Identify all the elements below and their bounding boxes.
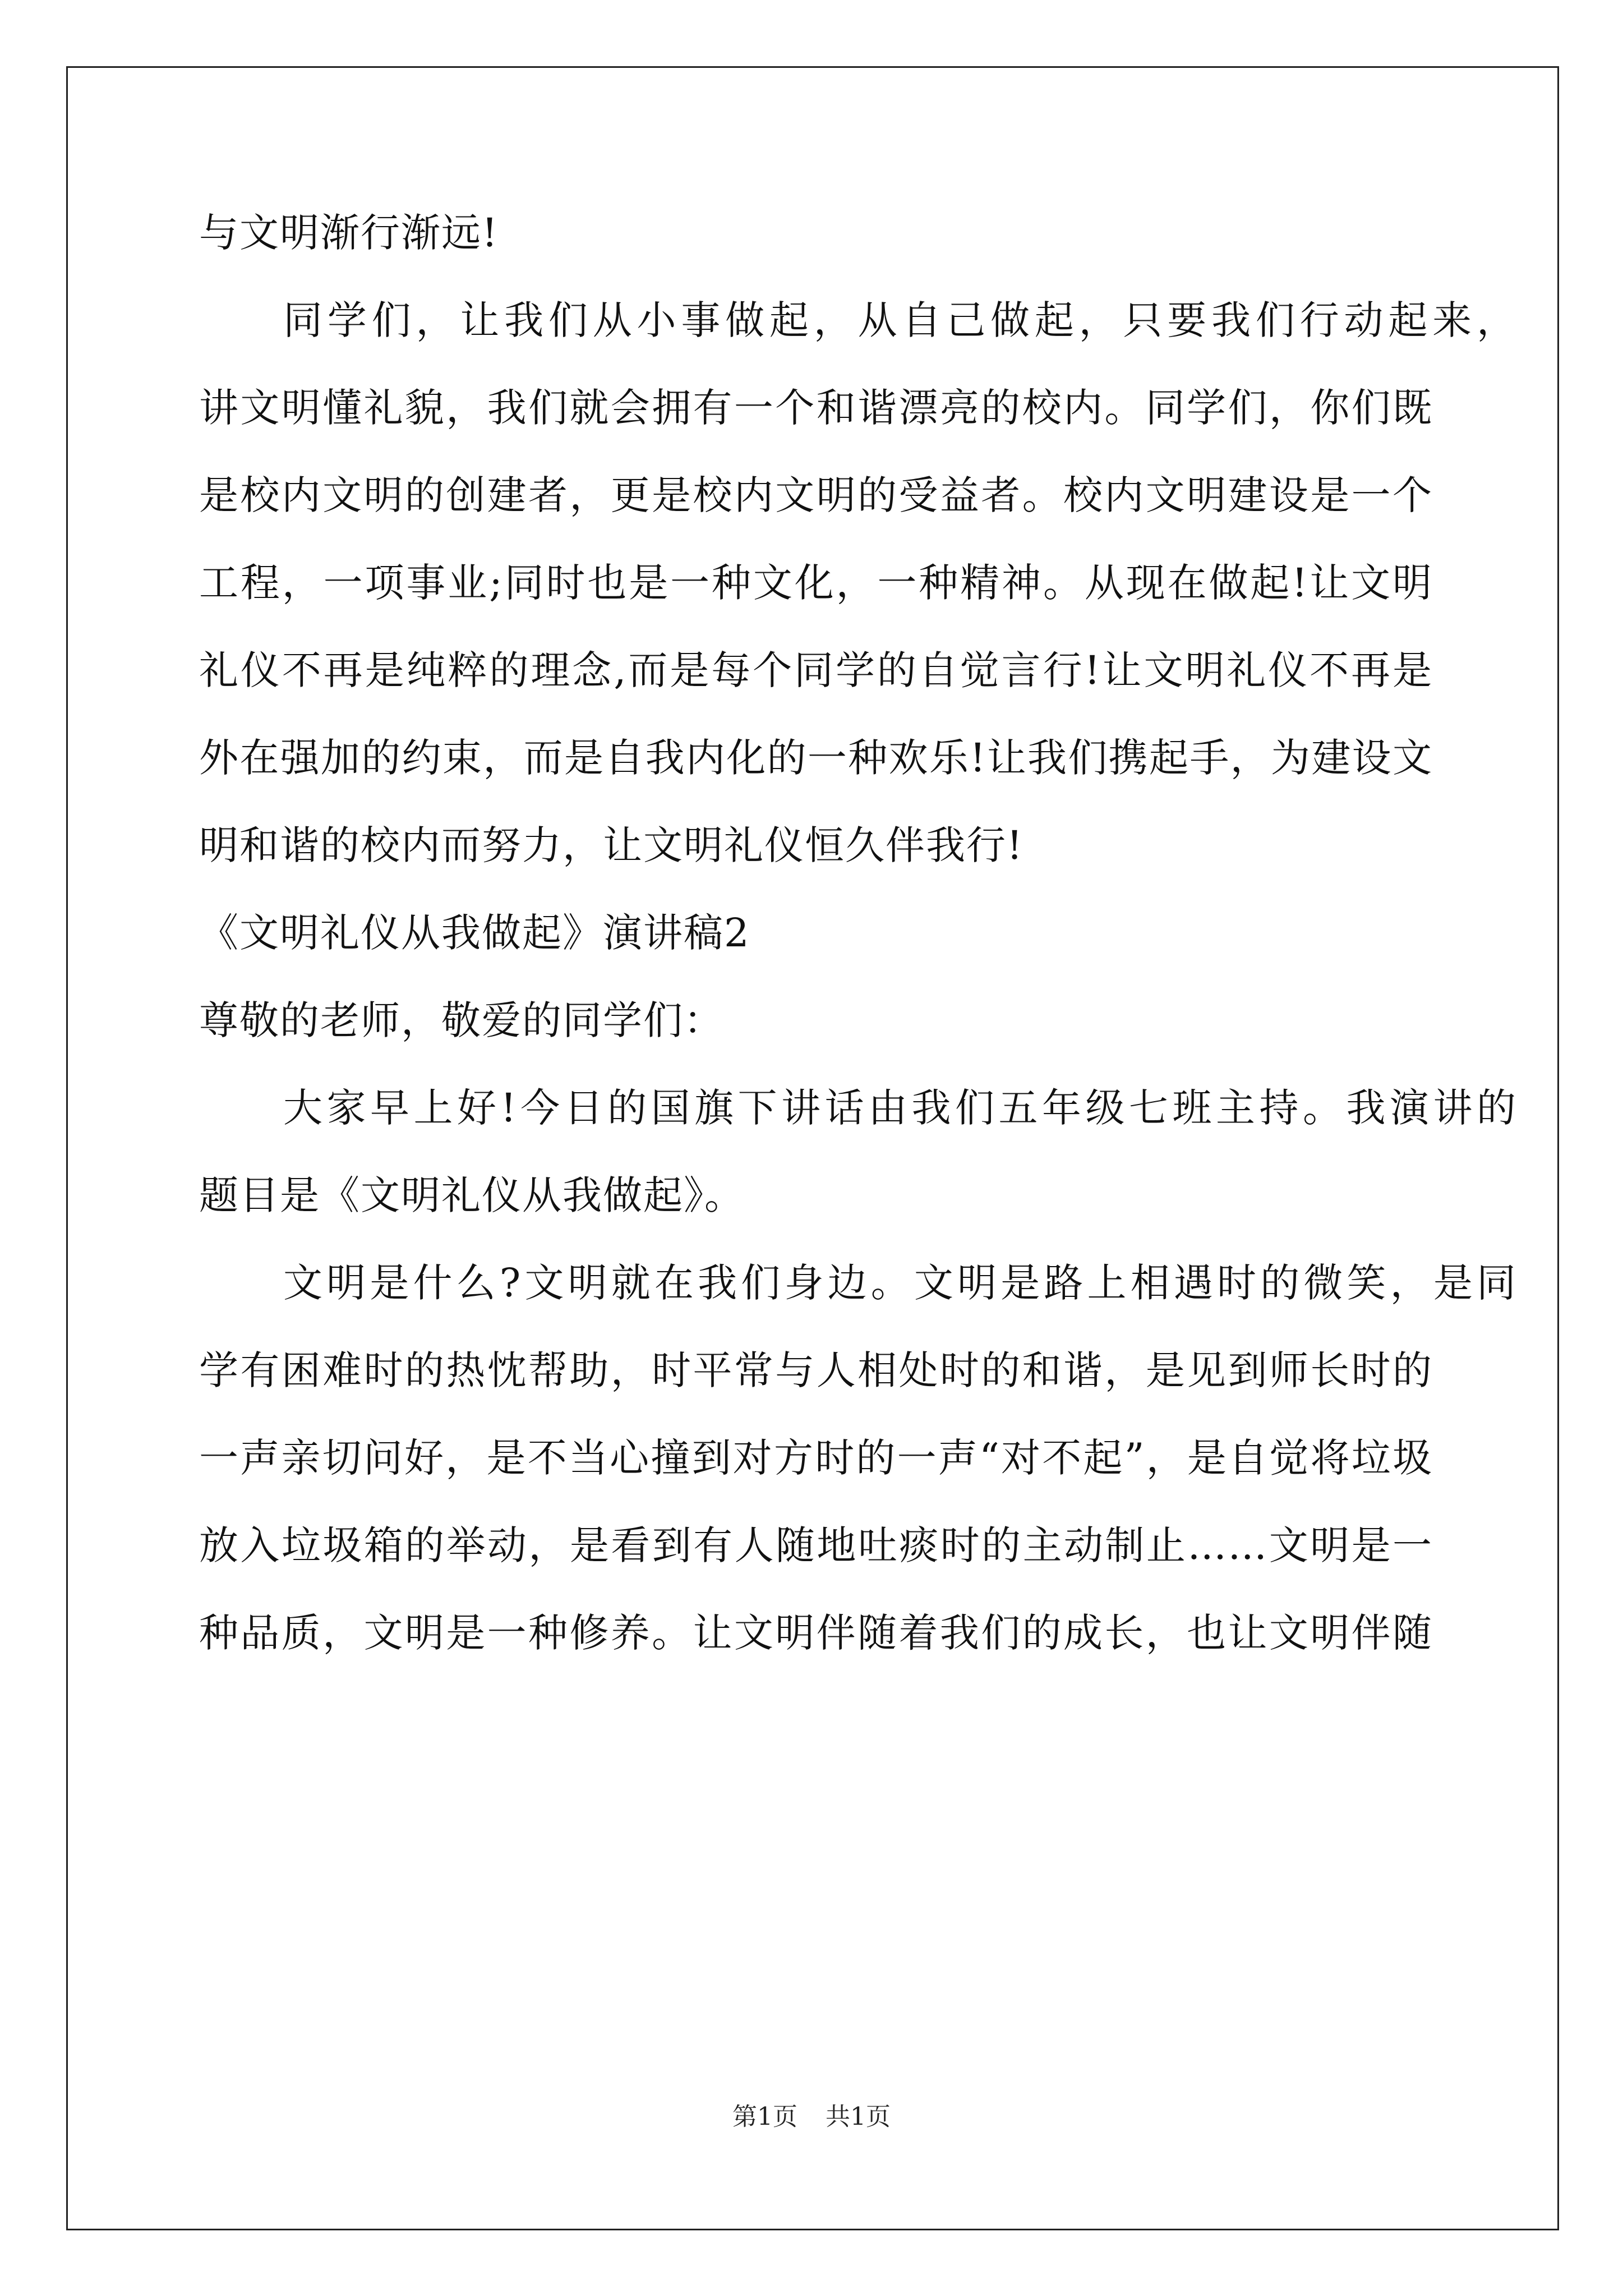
text-line: 种品质，文明是一种修养。让文明伴随着我们的成长，也让文明伴随 — [199, 1610, 1433, 1656]
text-line: 放入垃圾箱的举动，是看到有人随地吐痰时的主动制止……文明是一 — [199, 1522, 1433, 1568]
text-line: 一声亲切问好，是不当心撞到对方时的一声“对不起”，是自觉将垃圾 — [199, 1435, 1433, 1481]
paragraph-start-line: 大家早上好!今日的国旗下讲话由我们五年级七班主持。我演讲的 — [283, 1085, 1517, 1131]
text-line: 明和谐的校内而努力，让文明礼仪恒久伴我行! — [199, 822, 1024, 868]
page-footer — [0, 2100, 1623, 2134]
text-line: 礼仪不再是纯粹的理念,而是每个同学的自觉言行!让文明礼仪不再是 — [199, 647, 1433, 693]
page-number: 第1页 — [732, 2102, 797, 2131]
section-title: 《文明礼仪从我做起》演讲稿2 — [199, 910, 750, 956]
text-line: 讲文明懂礼貌，我们就会拥有一个和谐漂亮的校内。同学们，你们既 — [199, 385, 1433, 431]
text-line: 学有困难时的热忱帮助，时平常与人相处时的和谐，是见到师长时的 — [199, 1347, 1433, 1393]
paragraph-start-line: 文明是什么?文明就在我们身边。文明是路上相遇时的微笑，是同 — [283, 1260, 1517, 1306]
paragraph-start-line: 同学们，让我们从小事做起，从自己做起，只要我们行动起来， — [283, 297, 1517, 343]
text-line: 题目是《文明礼仪从我做起》。 — [199, 1172, 745, 1218]
salutation: 尊敬的老师，敬爱的同学们： — [199, 997, 724, 1043]
text-line: 与文明渐行渐远! — [199, 210, 499, 256]
text-line: 工程，一项事业;同时也是一种文化，一种精神。从现在做起!让文明 — [199, 560, 1433, 606]
text-line: 是校内文明的创建者，更是校内文明的受益者。校内文明建设是一个 — [199, 472, 1433, 518]
page-total: 共1页 — [826, 2102, 891, 2131]
text-line: 外在强加的约束，而是自我内化的一种欢乐!让我们携起手，为建设文 — [199, 735, 1433, 781]
